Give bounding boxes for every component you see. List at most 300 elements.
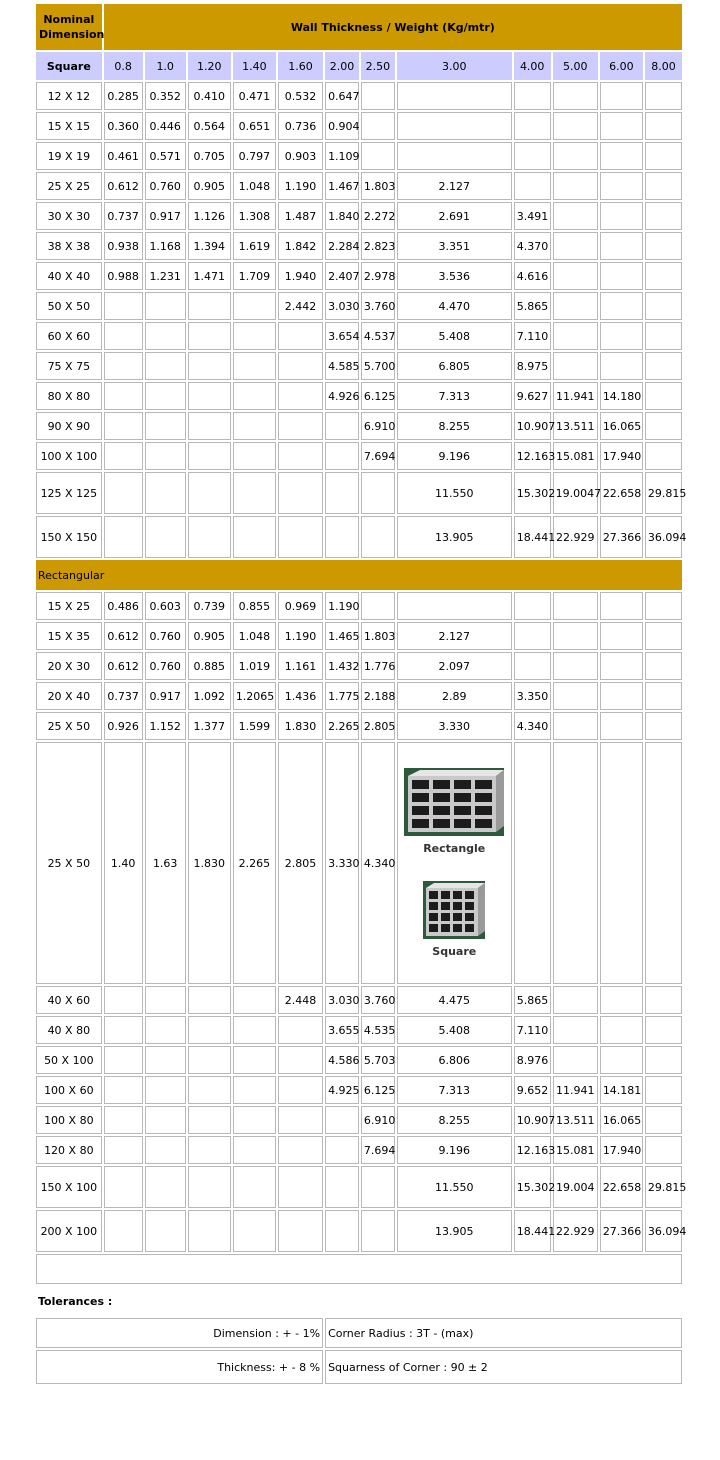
weight-cell: 1.092 [188, 682, 231, 710]
weight-cell [514, 742, 551, 984]
thickness-header: 8.00 [645, 52, 682, 80]
weight-cell [278, 1016, 323, 1044]
weight-cell [104, 1136, 143, 1164]
weight-cell [645, 622, 682, 650]
thickness-header: 1.20 [188, 52, 231, 80]
dimension-cell: 100 X 80 [36, 1106, 102, 1134]
weight-cell: 0.446 [145, 112, 186, 140]
square-label: Square [36, 52, 102, 80]
weight-cell: 9.652 [514, 1076, 551, 1104]
weight-cell: 6.805 [397, 352, 512, 380]
weight-cell [553, 322, 598, 350]
weight-cell: 7.694 [361, 442, 395, 470]
weight-cell: 3.654 [325, 322, 359, 350]
weight-cell [600, 682, 643, 710]
weight-cell: 1.2065 [233, 682, 276, 710]
weight-cell: 0.564 [188, 112, 231, 140]
weight-cell: 0.737 [104, 682, 143, 710]
weight-cell [188, 1016, 231, 1044]
square-image-label: Square [432, 945, 477, 958]
dimension-cell: 125 X 125 [36, 472, 102, 514]
weight-cell: 7.694 [361, 1136, 395, 1164]
weight-cell: 2.691 [397, 202, 512, 230]
weight-cell: 0.486 [104, 592, 143, 620]
weight-cell: 4.616 [514, 262, 551, 290]
weight-cell: 1.190 [325, 592, 359, 620]
weight-cell [514, 172, 551, 200]
table-row [36, 516, 682, 558]
weight-cell: 1.109 [325, 142, 359, 170]
weight-cell: 0.410 [188, 82, 231, 110]
thickness-header: 6.00 [600, 52, 643, 80]
weight-cell [514, 622, 551, 650]
weight-cell [645, 172, 682, 200]
weight-cell: 0.739 [188, 592, 231, 620]
weight-cell [188, 442, 231, 470]
dimension-cell: 15 X 25 [36, 592, 102, 620]
weight-cell [645, 232, 682, 260]
dimension-cell: 38 X 38 [36, 232, 102, 260]
weight-cell: 1.619 [233, 232, 276, 260]
weight-cell [645, 682, 682, 710]
weight-cell: 4.470 [397, 292, 512, 320]
weight-cell: 1.487 [278, 202, 323, 230]
weight-cell: 0.905 [188, 172, 231, 200]
weight-cell [104, 292, 143, 320]
weight-cell: 2.805 [278, 742, 323, 984]
weight-cell [233, 322, 276, 350]
weight-cell: 0.760 [145, 622, 186, 650]
weight-cell: 0.647 [325, 82, 359, 110]
weight-cell [645, 412, 682, 440]
weight-cell: 2.127 [397, 622, 512, 650]
weight-cell [361, 1210, 395, 1252]
weight-cell [645, 652, 682, 680]
weight-cell [600, 352, 643, 380]
weight-cell: 7.313 [397, 1076, 512, 1104]
dimension-cell: 150 X 150 [36, 516, 102, 558]
weight-cell [104, 322, 143, 350]
weight-cell: 8.255 [397, 1106, 512, 1134]
weight-cell: 5.408 [397, 322, 512, 350]
thickness-header: 1.60 [278, 52, 323, 80]
weight-cell: 22.658 [600, 1166, 643, 1208]
weight-cell [278, 1076, 323, 1104]
weight-cell [325, 1106, 359, 1134]
weight-cell [514, 592, 551, 620]
weight-cell: 2.265 [233, 742, 276, 984]
dimension-cell: 15 X 15 [36, 112, 102, 140]
dimension-cell: 40 X 40 [36, 262, 102, 290]
weight-cell: 2.265 [325, 712, 359, 740]
table-row [36, 472, 682, 514]
weight-cell [553, 202, 598, 230]
weight-cell: 11.941 [553, 1076, 598, 1104]
weight-cell: 1.048 [233, 622, 276, 650]
weight-cell [145, 1210, 186, 1252]
weight-cell: 6.125 [361, 382, 395, 410]
weight-cell: 2.823 [361, 232, 395, 260]
weight-cell [645, 592, 682, 620]
weight-cell [397, 592, 512, 620]
weight-cell [645, 1016, 682, 1044]
weight-cell [600, 742, 643, 984]
weight-cell: 12.163 [514, 1136, 551, 1164]
weight-cell: 0.737 [104, 202, 143, 230]
weight-cell: 3.351 [397, 232, 512, 260]
weight-cell: 15.081 [553, 1136, 598, 1164]
weight-cell: 4.340 [361, 742, 395, 984]
weight-cell: 11.550 [397, 472, 512, 514]
square-tubes-image [423, 881, 485, 939]
weight-cell [361, 112, 395, 140]
table-row [36, 712, 682, 740]
rectangular-section-header: Rectangular [36, 560, 682, 590]
weight-cell [104, 1210, 143, 1252]
table-row [36, 142, 682, 170]
weight-cell: 9.196 [397, 442, 512, 470]
weight-cell: 0.471 [233, 82, 276, 110]
weight-cell [233, 382, 276, 410]
thickness-header: 1.40 [233, 52, 276, 80]
weight-cell: 19.0047 [553, 472, 598, 514]
weight-cell: 36.094 [645, 1210, 682, 1252]
weight-cell [278, 472, 323, 514]
weight-cell: 0.352 [145, 82, 186, 110]
table-row [36, 1076, 682, 1104]
weight-cell [145, 1106, 186, 1134]
weight-cell: 0.360 [104, 112, 143, 140]
weight-cell: 2.127 [397, 172, 512, 200]
weight-cell: 0.571 [145, 142, 186, 170]
weight-cell: 1.467 [325, 172, 359, 200]
weight-cell [278, 442, 323, 470]
weight-cell [553, 1016, 598, 1044]
weight-cell [600, 1016, 643, 1044]
weight-cell: 1.840 [325, 202, 359, 230]
thickness-header: 4.00 [514, 52, 551, 80]
weight-cell: 1.436 [278, 682, 323, 710]
weight-cell [233, 412, 276, 440]
weight-cell [325, 1136, 359, 1164]
weight-cell [188, 382, 231, 410]
weight-cell [188, 986, 231, 1014]
weight-cell: 16.065 [600, 1106, 643, 1134]
dimension-cell: 50 X 100 [36, 1046, 102, 1074]
weight-cell [645, 1046, 682, 1074]
dimension-cell: 20 X 30 [36, 652, 102, 680]
weight-cell [188, 1136, 231, 1164]
weight-cell: 1.377 [188, 712, 231, 740]
weight-cell: 6.910 [361, 1106, 395, 1134]
weight-cell [104, 442, 143, 470]
thickness-header: 2.50 [361, 52, 395, 80]
weight-cell: 10.907 [514, 412, 551, 440]
table-row [36, 442, 682, 470]
weight-cell: 7.313 [397, 382, 512, 410]
weight-cell [104, 472, 143, 514]
weight-cell [600, 322, 643, 350]
weight-cell [233, 1166, 276, 1208]
table-row [36, 1016, 682, 1044]
weight-cell: 0.612 [104, 622, 143, 650]
weight-cell: 4.585 [325, 352, 359, 380]
weight-cell [645, 322, 682, 350]
table-row [36, 262, 682, 290]
weight-cell [188, 472, 231, 514]
weight-cell: 1.709 [233, 262, 276, 290]
dimension-cell: 120 X 80 [36, 1136, 102, 1164]
weight-cell: 7.110 [514, 1016, 551, 1044]
weight-cell [325, 1210, 359, 1252]
header-nominal-dimension: Nominal Dimension [36, 4, 102, 50]
weight-cell: 3.030 [325, 986, 359, 1014]
weight-cell [600, 142, 643, 170]
weight-cell [600, 652, 643, 680]
spec-table-container [34, 2, 687, 1386]
weight-cell [104, 352, 143, 380]
weight-cell [514, 82, 551, 110]
weight-cell [645, 352, 682, 380]
dimension-cell: 25 X 25 [36, 172, 102, 200]
weight-cell [233, 352, 276, 380]
weight-cell [145, 1166, 186, 1208]
weight-cell [233, 1210, 276, 1252]
weight-cell [145, 1016, 186, 1044]
weight-cell: 1.471 [188, 262, 231, 290]
dimension-cell: 50 X 50 [36, 292, 102, 320]
weight-cell [361, 516, 395, 558]
weight-cell [645, 442, 682, 470]
weight-cell [600, 82, 643, 110]
table-row [36, 1106, 682, 1134]
weight-cell [233, 292, 276, 320]
weight-cell: 1.308 [233, 202, 276, 230]
thickness-header: 5.00 [553, 52, 598, 80]
weight-cell [645, 986, 682, 1014]
weight-cell [188, 292, 231, 320]
dimension-cell: 90 X 90 [36, 412, 102, 440]
weight-cell [645, 292, 682, 320]
tolerances-title: Tolerances : [38, 1294, 113, 1308]
tolerance-dimension: Dimension : + - 1% [36, 1318, 323, 1348]
weight-cell [645, 712, 682, 740]
weight-cell: 16.065 [600, 412, 643, 440]
table-row [36, 682, 682, 710]
weight-cell: 1.842 [278, 232, 323, 260]
dimension-cell: 25 X 50 [36, 712, 102, 740]
weight-cell [104, 1046, 143, 1074]
weight-cell [553, 622, 598, 650]
weight-cell: 1.190 [278, 172, 323, 200]
weight-cell [188, 1210, 231, 1252]
rectangle-tubes-image [404, 768, 504, 836]
weight-cell: 0.855 [233, 592, 276, 620]
weight-cell [145, 412, 186, 440]
weight-cell: 5.865 [514, 986, 551, 1014]
weight-cell: 3.536 [397, 262, 512, 290]
weight-cell: 3.760 [361, 986, 395, 1014]
weight-cell: 1.775 [325, 682, 359, 710]
weight-cell [278, 412, 323, 440]
weight-cell: 2.188 [361, 682, 395, 710]
tube-images-cell [397, 742, 512, 984]
weight-cell [645, 742, 682, 984]
weight-cell: 15.302 [514, 472, 551, 514]
tolerance-thickness: Thickness: + - 8 % [36, 1350, 323, 1384]
weight-cell [233, 1136, 276, 1164]
weight-cell [645, 382, 682, 410]
weight-cell: 0.612 [104, 652, 143, 680]
weight-cell [361, 82, 395, 110]
weight-cell: 29.815 [645, 1166, 682, 1208]
weight-cell: 1.394 [188, 232, 231, 260]
thickness-header: 3.00 [397, 52, 512, 80]
weight-cell: 1.830 [188, 742, 231, 984]
weight-cell: 1.152 [145, 712, 186, 740]
weight-cell: 0.461 [104, 142, 143, 170]
dimension-cell: 12 X 12 [36, 82, 102, 110]
weight-cell [233, 472, 276, 514]
table-row [36, 112, 682, 140]
weight-cell: 15.302 [514, 1166, 551, 1208]
dimension-cell: 20 X 40 [36, 682, 102, 710]
weight-cell [361, 142, 395, 170]
weight-cell: 11.941 [553, 382, 598, 410]
weight-cell: 5.703 [361, 1046, 395, 1074]
weight-cell: 22.929 [553, 516, 598, 558]
weight-cell: 17.940 [600, 1136, 643, 1164]
weight-cell [278, 322, 323, 350]
weight-cell [104, 1166, 143, 1208]
weight-cell [104, 1016, 143, 1044]
thickness-header: 2.00 [325, 52, 359, 80]
tolerance-corner-radius: Corner Radius : 3T - (max) [325, 1318, 682, 1348]
weight-cell: 1.776 [361, 652, 395, 680]
weight-cell [361, 1166, 395, 1208]
weight-cell [104, 382, 143, 410]
weight-cell: 4.926 [325, 382, 359, 410]
weight-cell: 0.603 [145, 592, 186, 620]
weight-cell [645, 1076, 682, 1104]
weight-cell [514, 112, 551, 140]
weight-cell: 4.370 [514, 232, 551, 260]
weight-cell [553, 82, 598, 110]
weight-cell: 0.612 [104, 172, 143, 200]
weight-cell: 2.442 [278, 292, 323, 320]
weight-cell: 29.815 [645, 472, 682, 514]
table-row [36, 1210, 682, 1252]
weight-cell: 1.168 [145, 232, 186, 260]
weight-cell: 0.917 [145, 202, 186, 230]
weight-cell: 7.110 [514, 322, 551, 350]
weight-cell [553, 262, 598, 290]
weight-cell: 0.651 [233, 112, 276, 140]
weight-cell [553, 352, 598, 380]
weight-cell: 3.030 [325, 292, 359, 320]
weight-cell [553, 292, 598, 320]
weight-cell: 1.126 [188, 202, 231, 230]
weight-cell [553, 142, 598, 170]
weight-cell: 14.181 [600, 1076, 643, 1104]
weight-cell: 1.432 [325, 652, 359, 680]
weight-cell: 18.441 [514, 516, 551, 558]
weight-cell [145, 442, 186, 470]
weight-cell: 8.255 [397, 412, 512, 440]
weight-cell: 0.736 [278, 112, 323, 140]
table-row [36, 1166, 682, 1208]
weight-cell [278, 1210, 323, 1252]
weight-cell: 0.905 [188, 622, 231, 650]
weight-cell [233, 1076, 276, 1104]
dimension-cell: 15 X 35 [36, 622, 102, 650]
weight-cell [553, 1046, 598, 1074]
weight-cell [361, 592, 395, 620]
weight-cell: 5.408 [397, 1016, 512, 1044]
weight-cell [278, 1136, 323, 1164]
weight-cell [600, 262, 643, 290]
weight-cell [600, 172, 643, 200]
table-row [36, 232, 682, 260]
weight-cell [325, 442, 359, 470]
weight-cell [278, 516, 323, 558]
weight-cell [278, 1106, 323, 1134]
table-row [36, 352, 682, 380]
weight-cell [145, 1046, 186, 1074]
weight-cell [397, 112, 512, 140]
tolerance-squareness: Squarness of Corner : 90 ± 2 [325, 1350, 682, 1384]
table-row [36, 412, 682, 440]
weight-cell [600, 232, 643, 260]
weight-cell: 0.988 [104, 262, 143, 290]
weight-cell: 9.196 [397, 1136, 512, 1164]
dimension-cell: 40 X 60 [36, 986, 102, 1014]
table-row [36, 1136, 682, 1164]
weight-cell: 5.700 [361, 352, 395, 380]
header-wall-thickness: Wall Thickness / Weight (Kg/mtr) [104, 4, 682, 50]
weight-cell [553, 592, 598, 620]
weight-cell: 13.905 [397, 516, 512, 558]
weight-cell [361, 472, 395, 514]
weight-cell [104, 1106, 143, 1134]
weight-cell [645, 262, 682, 290]
weight-cell: 13.511 [553, 1106, 598, 1134]
weight-cell: 1.231 [145, 262, 186, 290]
weight-cell [188, 1166, 231, 1208]
table-row [36, 592, 682, 620]
table-row [36, 622, 682, 650]
weight-cell: 1.803 [361, 622, 395, 650]
weight-cell: 3.491 [514, 202, 551, 230]
weight-cell [278, 382, 323, 410]
dimension-cell: 200 X 100 [36, 1210, 102, 1252]
weight-cell: 3.330 [397, 712, 512, 740]
weight-cell: 22.658 [600, 472, 643, 514]
weight-cell: 1.019 [233, 652, 276, 680]
weight-cell: 0.760 [145, 172, 186, 200]
table-row [36, 986, 682, 1014]
weight-cell [553, 682, 598, 710]
weight-cell [145, 986, 186, 1014]
weight-cell [188, 516, 231, 558]
wall-thickness-weight-table [34, 2, 687, 1386]
weight-cell [553, 986, 598, 1014]
weight-cell: 0.760 [145, 652, 186, 680]
weight-cell [278, 352, 323, 380]
table-row [36, 172, 682, 200]
weight-cell [600, 712, 643, 740]
weight-cell [104, 412, 143, 440]
